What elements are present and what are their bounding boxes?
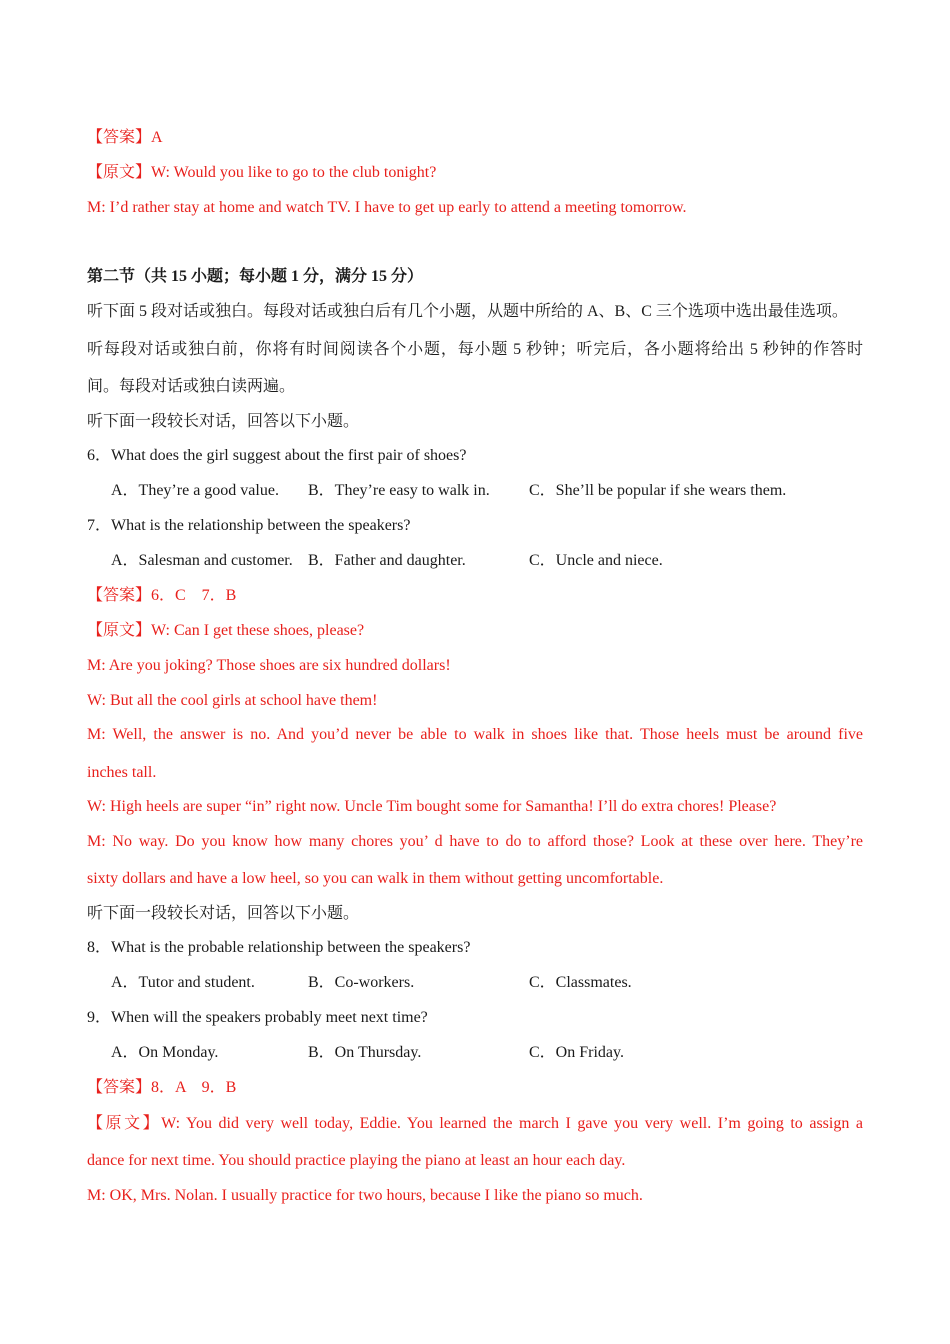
- option-b: B．Father and daughter.: [308, 552, 466, 569]
- dialog-intro: 听下面一段较长对话，回答以下小题。: [87, 905, 360, 922]
- transcript-line: 【原文】W: You did very well today, Eddie. You learned the march I gave you very well. I’m going to assign a: [87, 1115, 863, 1132]
- answer-line: 【答案】6．C 7．B: [87, 587, 237, 604]
- transcript-line: dance for next time. You should practice playing the piano at least an hour each day.: [87, 1152, 626, 1169]
- transcript-line: W: High heels are super “in” right now. Uncle Tim bought some for Samantha! I’ll do extra chores! Please?: [87, 798, 777, 815]
- question-6: 6．What does the girl suggest about the first pair of shoes?: [87, 447, 467, 464]
- option-a: A．They’re a good value.: [111, 482, 279, 499]
- option-a: A．Tutor and student.: [111, 974, 255, 991]
- transcript-line: M: OK, Mrs. Nolan. I usually practice for two hours, because I like the piano so much.: [87, 1187, 643, 1204]
- option-c: C．On Friday.: [529, 1044, 624, 1061]
- option-b: B．Co-workers.: [308, 974, 415, 991]
- question-7: 7．What is the relationship between the speakers?: [87, 517, 411, 534]
- dialog-intro: 听下面一段较长对话，回答以下小题。: [87, 413, 360, 430]
- answer-line: 【答案】8．A 9．B: [87, 1079, 237, 1096]
- option-c: C．Uncle and niece.: [529, 552, 663, 569]
- option-b: B．On Thursday.: [308, 1044, 422, 1061]
- transcript-line: M: Are you joking? Those shoes are six hundred dollars!: [87, 657, 451, 674]
- answer-line: 【答案】A: [87, 129, 163, 146]
- transcript-line: M: Well, the answer is no. And you’d never be able to walk in shoes like that. Those heels must be around five: [87, 726, 863, 743]
- option-a: A．Salesman and customer.: [111, 552, 293, 569]
- instruction-line: 听下面 5 段对话或独白。每段对话或独白后有几个小题，从题中所给的 A、B、C 三个选项中选出最佳选项。: [87, 303, 848, 320]
- transcript-line: inches tall.: [87, 764, 157, 781]
- transcript-line: M: No way. Do you know how many chores you’ d have to do to afford those? Look at these over here. They’re: [87, 833, 863, 850]
- option-c: C．She’ll be popular if she wears them.: [529, 482, 787, 499]
- question-9: 9．When will the speakers probably meet next time?: [87, 1009, 428, 1026]
- option-c: C．Classmates.: [529, 974, 632, 991]
- transcript-line: M: I’d rather stay at home and watch TV. I have to get up early to attend a meeting tomorrow.: [87, 199, 687, 216]
- transcript-line: W: But all the cool girls at school have them!: [87, 692, 378, 709]
- option-b: B．They’re easy to walk in.: [308, 482, 490, 499]
- transcript-line: sixty dollars and have a low heel, so you can walk in them without getting uncomfortable.: [87, 870, 664, 887]
- transcript-line: 【原文】W: Would you like to go to the club tonight?: [87, 164, 437, 181]
- transcript-line: 【原文】W: Can I get these shoes, please?: [87, 622, 365, 639]
- instruction-line: 听每段对话或独白前，你将有时间阅读各个小题，每小题 5 秒钟；听完后，各小题将给出 5 秒钟的作答时: [87, 341, 863, 358]
- instruction-line: 间。每段对话或独白读两遍。: [87, 378, 296, 395]
- section-heading: 第二节（共 15 小题；每小题 1 分，满分 15 分）: [87, 268, 424, 285]
- option-a: A．On Monday.: [111, 1044, 219, 1061]
- question-8: 8．What is the probable relationship between the speakers?: [87, 939, 471, 956]
